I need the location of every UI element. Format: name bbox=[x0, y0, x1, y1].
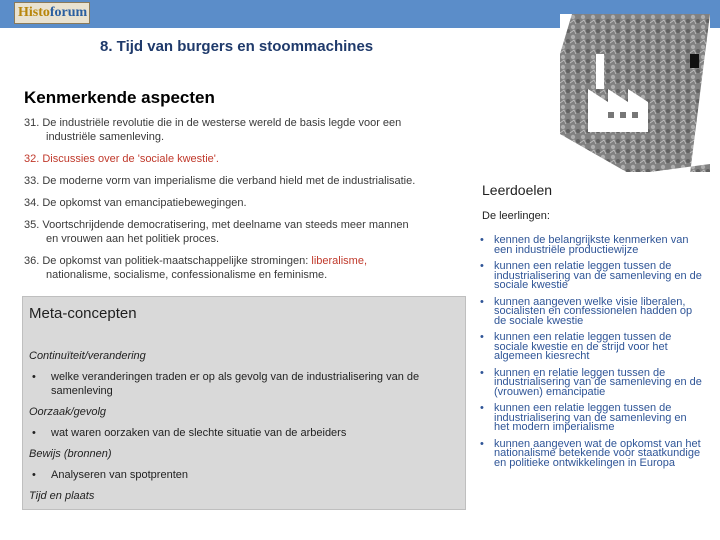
goal-item bbox=[480, 262, 704, 291]
aspect-34 bbox=[24, 196, 460, 210]
goal-item bbox=[480, 437, 704, 469]
aspect-32 bbox=[24, 152, 460, 166]
meta-concepten-title: Meta-concepten bbox=[29, 305, 137, 322]
meta-concepten-box bbox=[22, 296, 466, 510]
logo-text-forum: forum bbox=[49, 5, 88, 20]
goal-text: kunnen aangeven welke visie liberalen, socialisten en confessionelen hadden op de sociale kwestie bbox=[494, 295, 693, 327]
aspect-31-line1: 31. De industriële revolutie die in de westerse wereld de basis legde voor een bbox=[24, 117, 402, 129]
meta-item-text: wat waren oorzaken van de slechte situatie van de arbeiders bbox=[51, 427, 347, 439]
aspect-35-line1: 35. Voortschrijdende democratisering, met deelname van steeds meer mannen bbox=[24, 219, 409, 231]
aspect-36 bbox=[24, 254, 460, 282]
page-title: 8. Tijd van burgers en stoommachines bbox=[100, 38, 374, 55]
aspect-31 bbox=[24, 116, 460, 144]
aspect-35 bbox=[24, 218, 460, 246]
aspect-33 bbox=[24, 174, 460, 188]
kenmerkende-aspecten-heading: Kenmerkende aspecten bbox=[24, 88, 215, 107]
factory-illustration bbox=[560, 14, 710, 174]
meta-item-text: Analyseren van spotprenten bbox=[51, 469, 188, 481]
goal-text: kunnen een relatie leggen tussen de industrialisering van de samenleving en de sociale kwestie bbox=[494, 260, 702, 291]
bullet: • bbox=[480, 331, 484, 343]
bullet: • bbox=[480, 260, 484, 272]
histoforum-logo[interactable] bbox=[14, 2, 90, 24]
meta-sub-tijd-plaats: Tijd en plaats bbox=[29, 490, 95, 502]
aspect-36-liberalisme: liberalisme, bbox=[311, 255, 368, 267]
bullet: • bbox=[32, 469, 36, 481]
bullet: • bbox=[480, 234, 484, 246]
meta-sub-bewijs: Bewijs (bronnen) bbox=[29, 448, 112, 460]
meta-sub-continuiteit: Continuïteit/verandering bbox=[29, 350, 146, 362]
aspect-34-line1: 34. De opkomst van emancipatiebewegingen. bbox=[24, 197, 247, 209]
bullet: • bbox=[480, 402, 484, 414]
aspect-31-line2: industriële samenleving. bbox=[46, 131, 165, 143]
bullet: • bbox=[32, 371, 36, 383]
meta-item-oorzaken bbox=[29, 426, 459, 440]
meta-sub-oorzaak: Oorzaak/gevolg bbox=[29, 406, 107, 418]
goal-text: kennen de belangrijkste kenmerken van een industriële productiewijze bbox=[494, 234, 689, 256]
aspect-36-line1a: 36. De opkomst van politiek-maatschappelijke stromingen: bbox=[24, 255, 312, 267]
leerdoelen-subtitle: De leerlingen: bbox=[482, 210, 550, 222]
aspect-35-line2: en vrouwen aan het politiek proces. bbox=[46, 233, 220, 245]
leerdoelen-title: Leerdoelen bbox=[482, 182, 553, 198]
goal-item bbox=[480, 366, 704, 398]
meta-item-spotprenten bbox=[29, 468, 459, 482]
aspect-32-line1: 32. Discussies over de 'sociale kwestie'. bbox=[24, 153, 219, 165]
meta-item-veranderingen bbox=[29, 370, 459, 398]
leerdoelen-panel bbox=[472, 172, 710, 510]
goal-text: kunnen een relatie leggen tussen de industrialisering van de samenleving en het modern imperialisme bbox=[494, 402, 687, 433]
goal-item bbox=[480, 236, 704, 255]
aspects-list bbox=[24, 116, 460, 290]
goal-item bbox=[480, 295, 704, 327]
goal-item bbox=[480, 333, 704, 362]
goal-text: kunnen aangeven wat de opkomst van het nationalisme betekende voor staatkundige en politieke ontwikkelingen in Europa bbox=[494, 437, 701, 469]
bullet: • bbox=[480, 295, 484, 308]
goal-text: kunnen een relatie leggen tussen de sociale kwestie en de strijd voor het algemeen kiesrecht bbox=[494, 331, 672, 362]
bullet: • bbox=[480, 437, 484, 450]
bullet: • bbox=[32, 427, 36, 439]
aspect-36-line2: nationalisme, socialisme, confessionalisme en feminisme. bbox=[46, 269, 328, 281]
logo-text-histo: Histo bbox=[18, 5, 50, 20]
goal-text: kunnen en relatie leggen tussen de industrialisering van de samenleving en de (vrouwen) emancipatie bbox=[494, 366, 702, 398]
bullet: • bbox=[480, 366, 484, 379]
goal-item bbox=[480, 404, 704, 433]
aspect-33-line1: 33. De moderne vorm van imperialisme die verband hield met de industrialisatie. bbox=[24, 175, 416, 187]
leerdoelen-list bbox=[480, 236, 704, 475]
meta-item-text: welke veranderingen traden er op als gevolg van de industrialisering van de samenleving bbox=[51, 371, 420, 397]
